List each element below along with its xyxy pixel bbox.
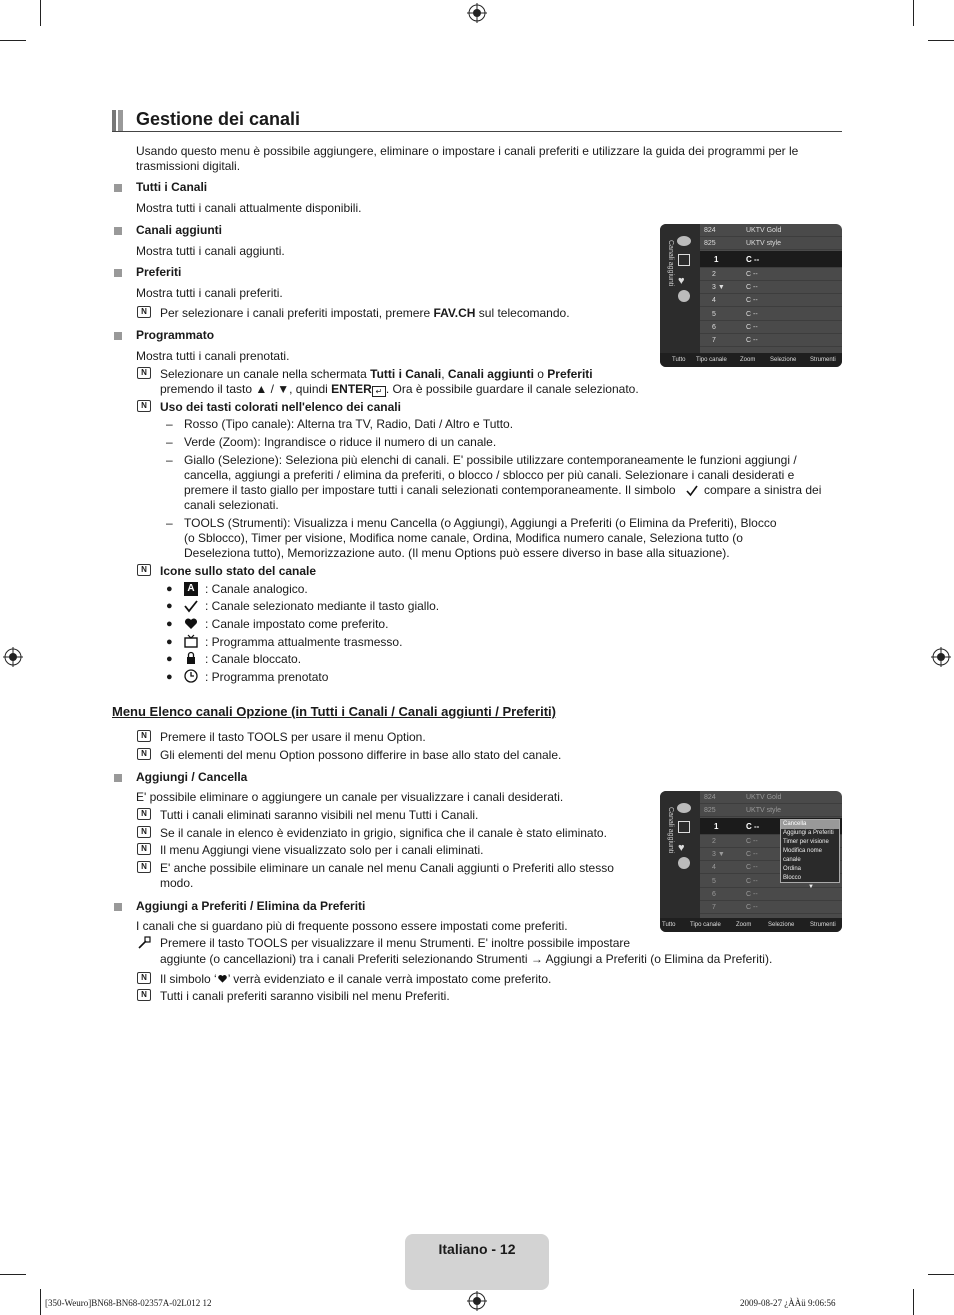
page-number: Italiano - 12 bbox=[438, 1241, 516, 1257]
lock-icon bbox=[184, 651, 198, 665]
option-item[interactable]: Blocco bbox=[783, 875, 802, 881]
crop-mark bbox=[928, 40, 954, 41]
note-icon: N bbox=[137, 989, 151, 1001]
bullet-dot: ● bbox=[166, 600, 173, 612]
add-cancel-heading: Aggiungi / Cancella bbox=[136, 770, 248, 784]
option-item[interactable]: Timer per visione bbox=[783, 839, 829, 845]
item-heading: Tutti i Canali bbox=[136, 180, 208, 194]
check-icon bbox=[184, 599, 198, 613]
channel-options-screenshot bbox=[660, 791, 842, 932]
scroll-down-icon[interactable]: ▼ bbox=[808, 884, 814, 890]
channel-row-selected[interactable]: 1 C -- bbox=[700, 251, 842, 268]
channel-row[interactable]: 2 C -- bbox=[700, 268, 842, 281]
add-cancel-note-cont: modo. bbox=[160, 876, 194, 890]
status-text: : Canale analogico. bbox=[205, 582, 308, 596]
select-note: Selezionare un canale nella schermata Tutti i Canali, Canali aggiunti o Preferiti bbox=[160, 367, 593, 381]
intro-paragraph: Usando questo menu è possibile aggiungere, eliminare o impostare i canali preferiti e utilizzare la guida dei programmi per le trasmissioni digitali. bbox=[136, 144, 799, 173]
color-key-yellow-line: premere il tasto giallo per impostare tutti i canali selezionati contemporaneamente. Il simbolo bbox=[184, 483, 676, 497]
tv-icon bbox=[184, 634, 198, 648]
bullet-square bbox=[114, 774, 122, 782]
page-number-badge bbox=[405, 1234, 549, 1290]
favorites-tools: Premere il tasto TOOLS per visualizzare il menu Strumenti. E' inoltre possibile impostare bbox=[160, 936, 631, 950]
add-cancel-note: Se il canale in elenco è evidenziato in grigio, significa che il canale è stato eliminato. bbox=[160, 826, 607, 840]
color-key-red: Rosso (Tipo canale): Alterna tra TV, Radio, Dati / Altro e Tutto. bbox=[184, 417, 514, 431]
dash: – bbox=[166, 516, 173, 530]
select-note-line2: premendo il tasto ▲ / ▼, quindi ENTER ↵ . Ora è possibile guardare il canale selezionato. bbox=[160, 382, 639, 396]
note-icon: N bbox=[137, 400, 151, 412]
status-text: : Canale impostato come preferito. bbox=[205, 617, 389, 631]
footer-label: Tutto bbox=[672, 357, 686, 363]
add-cancel-note: Tutti i canali eliminati saranno visibili nel menu Tutti i Canali. bbox=[160, 808, 479, 822]
status-text: : Programma attualmente trasmesso. bbox=[205, 635, 403, 649]
bullet-square bbox=[114, 184, 122, 192]
channel-list bbox=[700, 224, 842, 353]
channel-row-selected[interactable]: 1 C -- bbox=[700, 818, 842, 835]
add-cancel-note: Il menu Aggiungi viene visualizzato solo per i canali eliminati. bbox=[160, 843, 484, 857]
crop-mark bbox=[928, 1274, 954, 1275]
title-underline bbox=[112, 131, 842, 132]
option-item[interactable]: Ordina bbox=[783, 866, 802, 872]
favorites-heading: Aggiungi a Preferiti / Elimina da Preferiti bbox=[136, 899, 366, 913]
status-text: : Canale bloccato. bbox=[205, 652, 302, 666]
screen-side-label: Canali aggiunti bbox=[667, 807, 674, 854]
favorites-note: Il simbolo ‘ ’ verrà evidenziato e il canale verrà impostato come preferito. bbox=[160, 972, 552, 986]
screen-footer bbox=[660, 918, 842, 932]
crop-mark bbox=[913, 0, 914, 26]
color-key-yellow-line: compare a sinistra dei bbox=[704, 483, 822, 497]
channel-row[interactable]: 824 UKTV Gold bbox=[700, 224, 842, 237]
enter-icon: ↵ bbox=[372, 386, 386, 397]
channel-row[interactable]: 824 UKTV Gold bbox=[700, 791, 842, 804]
channel-row[interactable]: 7 C -- bbox=[700, 901, 842, 914]
registration-mark-icon bbox=[931, 647, 951, 667]
color-key-yellow-line: cancella, aggiungi a preferiti / elimina da preferiti, o blocco / sblocco per più canali. Selezionare i canali desiderati e bbox=[184, 468, 795, 482]
bullet-square bbox=[114, 332, 122, 340]
add-channel-icon bbox=[678, 821, 690, 833]
screen-sidebar bbox=[660, 791, 700, 918]
footer-label: Zoom bbox=[736, 922, 752, 928]
tools-desc-line: Deseleziona tutto), Memorizzazione auto. (Il menu Options può essere diverso in base alla situazione). bbox=[184, 546, 730, 560]
dash: – bbox=[166, 435, 173, 449]
color-key-green: Verde (Zoom): Ingrandisce o riduce il numero di un canale. bbox=[184, 435, 497, 449]
channel-row[interactable]: 2 C -- bbox=[700, 835, 842, 848]
crop-mark bbox=[0, 40, 26, 41]
fav-note: Per selezionare i canali preferiti impostati, premere FAV.CH sul telecomando. bbox=[160, 306, 570, 320]
satellite-icon bbox=[677, 236, 691, 246]
clock-icon bbox=[184, 669, 198, 683]
channel-row[interactable]: 5 C -- bbox=[700, 308, 842, 321]
registration-mark-icon bbox=[467, 1291, 487, 1311]
option-item[interactable]: Aggiungi a Preferiti bbox=[783, 830, 834, 836]
note-icon: N bbox=[137, 730, 151, 742]
note-icon: N bbox=[137, 972, 151, 984]
note-icon: N bbox=[137, 808, 151, 820]
add-channel-icon bbox=[678, 254, 690, 266]
screen-footer bbox=[660, 353, 842, 367]
dash: – bbox=[166, 417, 173, 431]
tools-desc: TOOLS (Strumenti): Visualizza i menu Cancella (o Aggiungi), Aggiungi a Preferiti (o Elimina da Preferiti), Blocco bbox=[184, 516, 777, 530]
add-cancel-note: E' anche possibile eliminare un canale nel menu Canali aggiunti o Preferiti allo stesso bbox=[160, 861, 614, 875]
favorites-note: Tutti i canali preferiti saranno visibili nel menu Preferiti. bbox=[160, 989, 450, 1003]
channel-row[interactable]: 6 C -- bbox=[700, 321, 842, 334]
note-icon: N bbox=[137, 306, 151, 318]
option-menu-heading: Menu Elenco canali Opzione (in Tutti i Canali / Canali aggiunti / Preferiti) bbox=[112, 704, 556, 719]
option-menu bbox=[780, 819, 840, 890]
favorites-tools-line: aggiunte (o cancellazioni) tra i canali Preferiti selezionando Strumenti → Aggiungi a Preferiti (o Elimina da Preferiti). bbox=[160, 952, 773, 966]
channel-row[interactable]: 3 ▼ C -- bbox=[700, 848, 842, 861]
title-bar-decoration bbox=[112, 110, 123, 132]
crop-mark bbox=[40, 1289, 41, 1315]
item-heading: Canali aggiunti bbox=[136, 223, 223, 237]
channel-row[interactable]: 6 C -- bbox=[700, 888, 842, 901]
channel-row[interactable]: 4 C -- bbox=[700, 861, 842, 874]
footer-label: Strumenti bbox=[810, 922, 836, 928]
bullet-dot: ● bbox=[166, 583, 173, 595]
status-heading: Icone sullo stato del canale bbox=[160, 564, 317, 578]
screen-sidebar bbox=[660, 224, 700, 353]
item-desc: Mostra tutti i canali preferiti. bbox=[136, 286, 283, 300]
heart-icon: ♥ bbox=[678, 842, 685, 854]
registration-mark-icon bbox=[467, 3, 487, 23]
option-note: Premere il tasto TOOLS per usare il menu Option. bbox=[160, 730, 426, 744]
heart-icon: ♥ bbox=[678, 275, 685, 287]
channel-list-screenshot bbox=[660, 224, 842, 367]
bullet-square bbox=[114, 903, 122, 911]
option-item[interactable]: Cancella bbox=[781, 820, 839, 829]
note-icon: N bbox=[137, 826, 151, 838]
footer-label: Tipo canale bbox=[690, 922, 721, 928]
dash: – bbox=[166, 453, 173, 467]
satellite-icon bbox=[677, 803, 691, 813]
bullet-dot: ● bbox=[166, 671, 173, 683]
channel-row[interactable]: 4 C -- bbox=[700, 294, 842, 307]
footer-label: Selezione bbox=[768, 922, 795, 928]
bullet-square bbox=[114, 227, 122, 235]
note-icon: N bbox=[137, 861, 151, 873]
bullet-dot: ● bbox=[166, 618, 173, 630]
bullet-square bbox=[114, 269, 122, 277]
status-text: : Canale selezionato mediante il tasto giallo. bbox=[205, 599, 440, 613]
check-icon bbox=[686, 485, 698, 497]
color-keys-heading: Uso dei tasti colorati nell'elenco dei canali bbox=[160, 400, 401, 414]
analog-icon: A bbox=[184, 582, 198, 596]
crop-mark bbox=[0, 1274, 26, 1275]
note-icon: N bbox=[137, 748, 151, 760]
status-text: : Programma prenotato bbox=[205, 670, 329, 684]
color-key-yellow-line: canali selezionati. bbox=[184, 498, 279, 512]
channel-row[interactable]: 825 UKTV style bbox=[700, 804, 842, 817]
item-desc: Mostra tutti i canali aggiunti. bbox=[136, 244, 285, 258]
crop-mark bbox=[40, 0, 41, 26]
bullet-dot: ● bbox=[166, 636, 173, 648]
heart-icon bbox=[184, 617, 198, 631]
item-heading: Programmato bbox=[136, 328, 215, 342]
note-icon: N bbox=[137, 564, 151, 576]
channel-row[interactable]: 3 ▼ C -- bbox=[700, 281, 842, 294]
clock-icon bbox=[678, 857, 690, 869]
option-note: Gli elementi del menu Option possono differire in base allo stato del canale. bbox=[160, 748, 562, 762]
bullet-dot: ● bbox=[166, 653, 173, 665]
print-footer-right: 2009-08-27 ¿ÀÀü 9:06:56 bbox=[740, 1298, 836, 1308]
tools-icon bbox=[137, 936, 151, 950]
print-footer-left: [350-Weuro]BN68-BN68-02357A-02L012 12 bbox=[45, 1298, 212, 1308]
footer-label: Tipo canale bbox=[696, 357, 727, 363]
color-key-yellow: Giallo (Selezione): Seleziona più elenchi di canali. E' possibile utilizzare contemporaneamente le funzioni aggiungi / bbox=[184, 453, 797, 467]
item-desc: Mostra tutti i canali attualmente disponibili. bbox=[136, 201, 362, 215]
item-heading: Preferiti bbox=[136, 265, 182, 279]
add-cancel-desc: E' possibile eliminare o aggiungere un canale per visualizzare i canali desiderati. bbox=[136, 790, 564, 804]
footer-label: Strumenti bbox=[810, 357, 836, 363]
registration-mark-icon bbox=[3, 647, 23, 667]
channel-row[interactable]: 5 C -- bbox=[700, 875, 842, 888]
footer-label: Zoom bbox=[740, 357, 756, 363]
page-title: Gestione dei canali bbox=[136, 109, 301, 129]
screen-side-label: Canali aggiunti bbox=[667, 240, 674, 287]
footer-label: Selezione bbox=[770, 357, 797, 363]
option-item[interactable]: Modifica nome canale bbox=[783, 848, 823, 863]
note-icon: N bbox=[137, 843, 151, 855]
item-desc: Mostra tutti i canali prenotati. bbox=[136, 349, 290, 363]
favorites-desc: I canali che si guardano più di frequente possono essere impostati come preferiti. bbox=[136, 919, 568, 933]
tools-desc-line: (o Sblocco), Timer per visione, Modifica nome canale, Ordina, Modifica numero canale, Seleziona tutto (o bbox=[184, 531, 743, 545]
footer-label: Tutto bbox=[662, 922, 676, 928]
crop-mark bbox=[913, 1289, 914, 1315]
clock-icon bbox=[678, 290, 690, 302]
note-icon: N bbox=[137, 367, 151, 379]
heart-icon bbox=[217, 974, 228, 984]
channel-row[interactable]: 825 UKTV style bbox=[700, 237, 842, 250]
channel-row[interactable]: 7 C -- bbox=[700, 334, 842, 347]
